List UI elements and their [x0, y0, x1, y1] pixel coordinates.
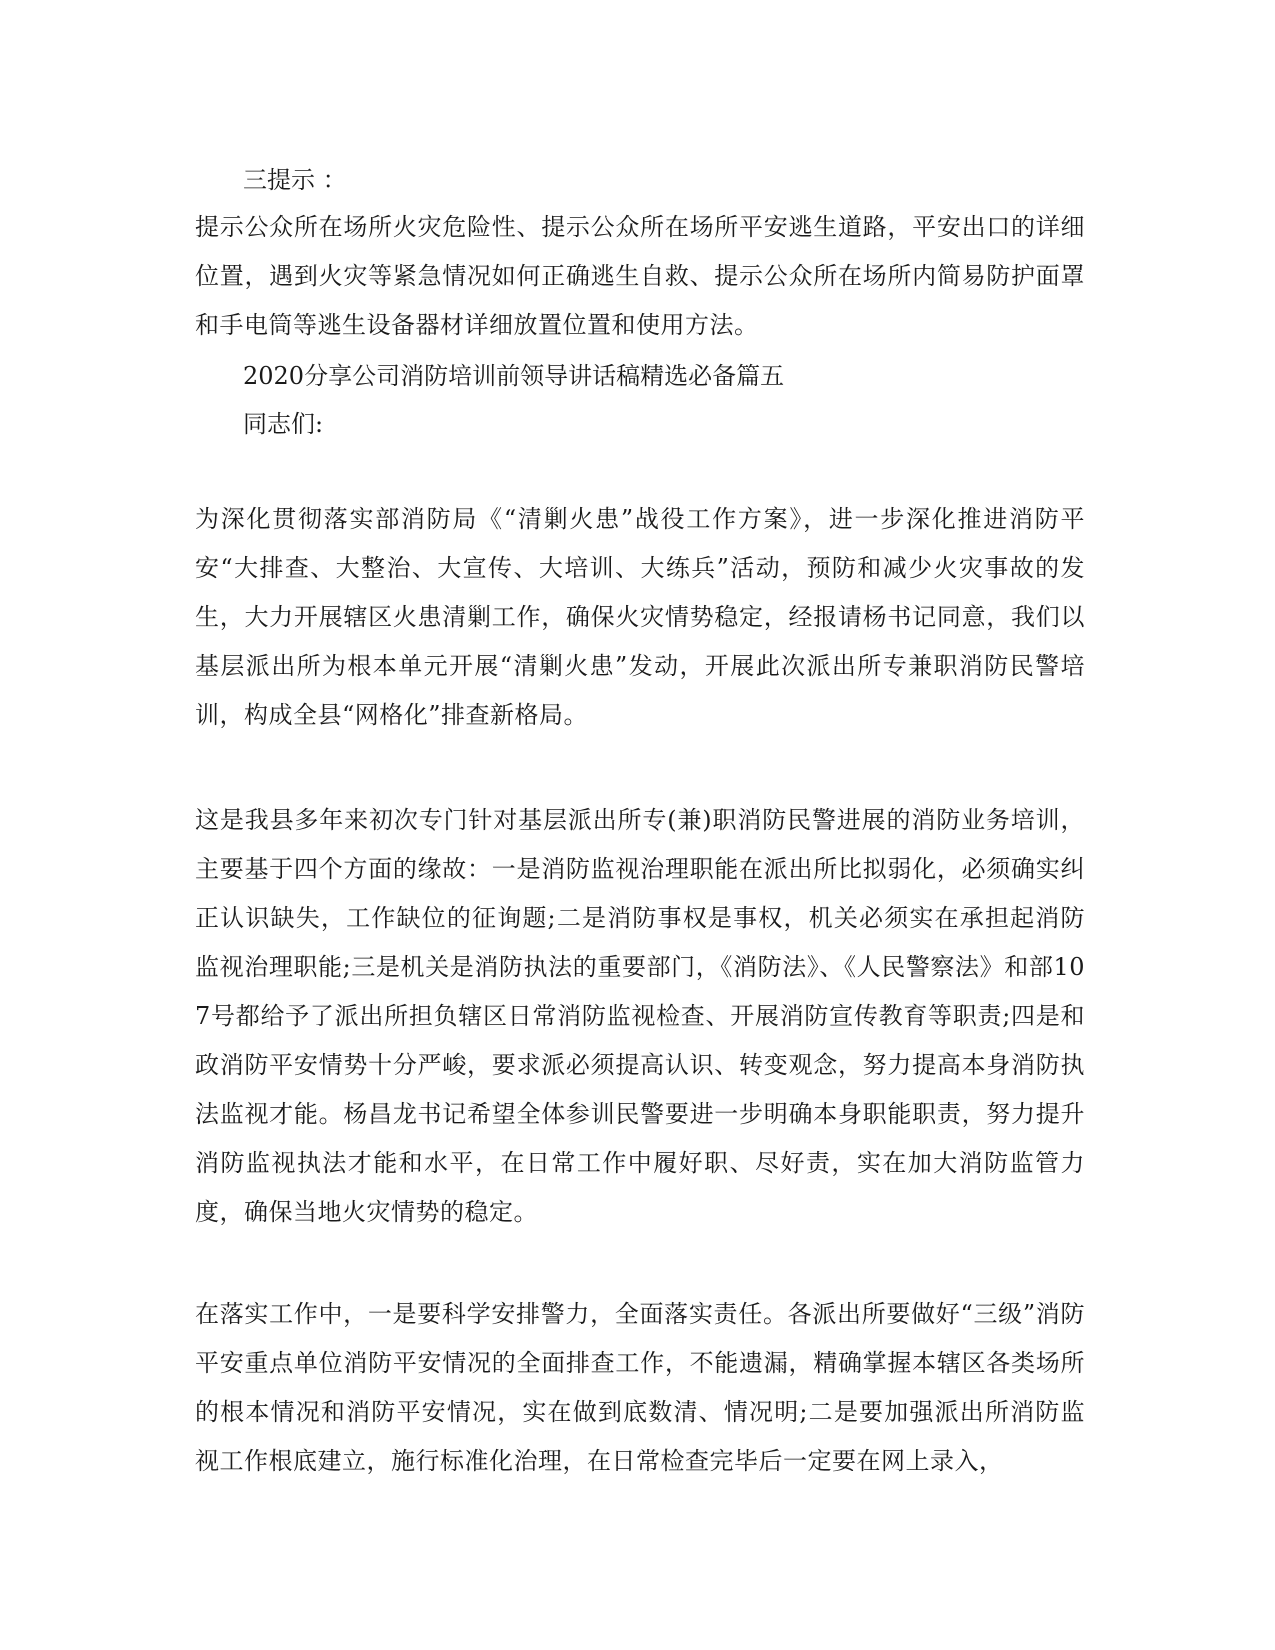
tips-paragraph: 提示公众所在场所火灾危险性、提示公众所在场所平安逃生道路，平安出口的详细位置，遇到火灾等紧急情况如何正确逃生自救、提示公众所在场所内简易防护面罩和手电筒等逃生设备器材详细放置位置和使用方法。	[195, 213, 1085, 339]
article-title: 2020分享公司消防培训前领导讲话稿精选必备篇五	[243, 362, 785, 390]
tips-heading: 三提示 ：	[243, 166, 347, 194]
greeting: 同志们:	[243, 410, 324, 438]
body-paragraph: 为深化贯彻落实部消防局《“清剿火患”战役工作方案》，进一步深化推进消防平安“大排查、大整治、大宣传、大培训、大练兵”活动，预防和减少火灾事故的发生，大力开展辖区火患清剿工作，确保火灾情势稳定，经报请杨书记同意，我们以基层派出所为根本单元开展“清剿火患”发动，开展此次派出所专兼职消防民警培训，构成全县“网格化”排查新格局。	[195, 505, 1085, 729]
body-paragraph: 这是我县多年来初次专门针对基层派出所专(兼)职消防民警进展的消防业务培训，主要基于四个方面的缘故：一是消防监视治理职能在派出所比拟弱化，必须确实纠正认识缺失，工作缺位的征询题;二是消防事权是事权，机关必须实在承担起消防监视治理职能;三是机关是消防执法的重要部门，《消防法》、《人民警察法》和部107号都给予了派出所担负辖区日常消防监视检查、开展消防宣传教育等职责;四是和政消防平安情势十分严峻，要求派必须提高认识、转变观念，努力提高本身消防执法监视才能。杨昌龙书记希望全体参训民警要进一步明确本身职能职责，努力提升消防监视执法才能和水平，在日常工作中履好职、尽好责，实在加大消防监管力度，确保当地火灾情势的稳定。	[195, 806, 1085, 1226]
body-paragraph: 在落实工作中，一是要科学安排警力，全面落实责任。各派出所要做好“三级”消防平安重点单位消防平安情况的全面排查工作，不能遗漏，精确掌握本辖区各类场所的根本情况和消防平安情况，实在做到底数清、情况明;二是要加强派出所消防监视工作根底建立，施行标准化治理，在日常检查完毕后一定要在网上录入，	[195, 1300, 1085, 1475]
